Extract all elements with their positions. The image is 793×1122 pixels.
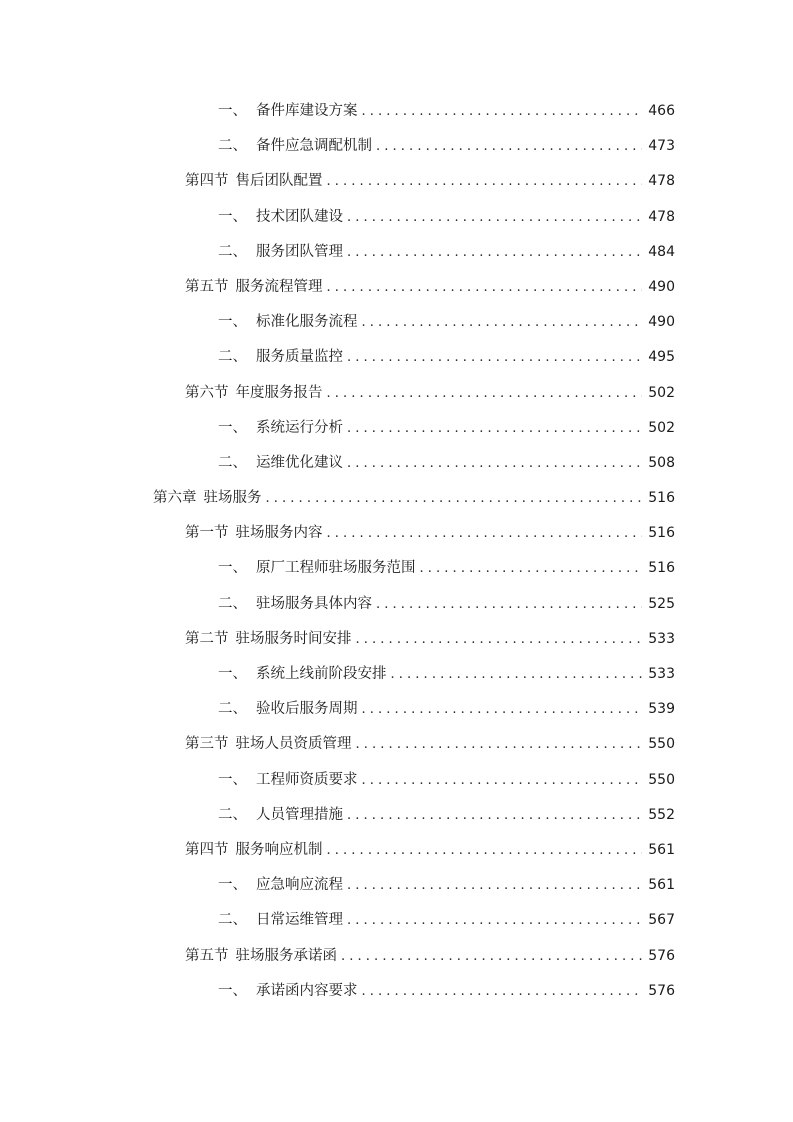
dot-leader: [327, 516, 643, 551]
toc-entry-number: 二、: [218, 912, 247, 929]
toc-entry-title: 技术团队建设: [256, 208, 343, 225]
dot-leader: [327, 270, 643, 305]
toc-entry-title: 工程师资质要求: [256, 771, 358, 788]
dot-leader: [341, 939, 642, 974]
toc-entry-page: 539: [648, 701, 675, 718]
toc-entry-number: 二、: [218, 138, 247, 155]
toc-entry-page: 552: [648, 806, 675, 823]
toc-entry[interactable]: [0, 270, 793, 305]
toc-entry-number: 第六节: [185, 384, 229, 401]
dot-leader: [347, 235, 642, 270]
toc-entry-title: 人员管理措施: [256, 806, 343, 823]
toc-entry-number: 二、: [218, 243, 247, 260]
dot-leader: [362, 763, 643, 798]
toc-entry[interactable]: [0, 94, 793, 129]
toc-entry-page: 490: [648, 278, 675, 295]
dot-leader: [362, 305, 643, 340]
toc-entry-page: 478: [648, 208, 675, 225]
toc-entry[interactable]: [0, 516, 793, 551]
toc-entry-number: 一、: [218, 419, 247, 436]
dot-leader: [356, 622, 643, 657]
toc-entry[interactable]: [0, 939, 793, 974]
toc-entry-page: 473: [648, 138, 675, 155]
toc-entry-title: 备件库建设方案: [256, 103, 358, 119]
toc-entry-number: 二、: [218, 701, 247, 718]
toc-entry[interactable]: [0, 551, 793, 586]
toc-entry[interactable]: [0, 622, 793, 657]
toc-entry-page: 502: [648, 419, 675, 436]
dot-leader: [347, 200, 642, 235]
toc-entry[interactable]: [0, 657, 793, 692]
toc-entry[interactable]: [0, 833, 793, 868]
toc-entry-number: 第三节: [185, 736, 229, 753]
toc-entry-title: 系统运行分析: [256, 419, 343, 436]
toc-entry[interactable]: [0, 200, 793, 235]
toc-entry[interactable]: [0, 727, 793, 762]
toc-entry-title: 标准化服务流程: [256, 314, 358, 331]
toc-entry-number: 第六章: [153, 490, 197, 507]
dot-leader: [376, 129, 642, 164]
toc-entry-page: 466: [648, 103, 675, 119]
toc-entry-number: 一、: [218, 771, 247, 788]
toc-entry-title: 日常运维管理: [256, 912, 343, 929]
dot-leader: [266, 481, 643, 516]
toc-entry-page: 478: [648, 173, 675, 190]
toc-entry-title: 年度服务报告: [235, 384, 323, 401]
toc-entry-page: 516: [648, 525, 675, 542]
toc-entry-title: 系统上线前阶段安排: [256, 666, 387, 682]
toc-entry[interactable]: [0, 692, 793, 727]
toc-entry[interactable]: [0, 340, 793, 375]
toc-entry-page: 484: [648, 243, 675, 260]
toc-entry[interactable]: [0, 868, 793, 903]
toc-entry[interactable]: [0, 798, 793, 833]
dot-leader: [362, 974, 643, 1009]
dot-leader: [356, 727, 643, 762]
toc-entry-page: 490: [648, 314, 675, 331]
dot-leader: [327, 164, 643, 199]
toc-entry-title: 售后团队配置: [235, 173, 323, 190]
toc-entry-number: 二、: [218, 454, 247, 471]
toc-entry-page: 516: [648, 490, 675, 507]
toc-entry[interactable]: [0, 376, 793, 411]
toc-entry-number: 二、: [218, 806, 247, 823]
toc-entry-page: 533: [648, 666, 675, 682]
toc-entry-page: 576: [648, 947, 675, 964]
toc-entry-page: 550: [648, 736, 675, 753]
toc-entry-number: 一、: [218, 982, 247, 999]
toc-entry-page: 550: [648, 771, 675, 788]
toc-entry-number: 一、: [218, 103, 247, 119]
toc-entry-title: 备件应急调配机制: [256, 138, 372, 155]
toc-entry-number: 一、: [218, 666, 247, 682]
toc-entry-page: 502: [648, 384, 675, 401]
dot-leader: [420, 551, 643, 586]
toc-entry-title: 驻场服务具体内容: [256, 595, 372, 612]
toc-entry[interactable]: [0, 974, 793, 1009]
toc-entry-number: 一、: [218, 560, 247, 577]
toc-entry-page: 561: [648, 877, 675, 894]
toc-entry-page: 561: [648, 841, 675, 858]
toc-entry-title: 承诺函内容要求: [256, 982, 358, 999]
toc-entry-number: 第四节: [185, 173, 229, 190]
toc-entry[interactable]: [0, 587, 793, 622]
dot-leader: [327, 376, 643, 411]
toc-entry[interactable]: [0, 305, 793, 340]
toc-entry-title: 服务质量监控: [256, 349, 343, 366]
toc-entry-title: 运维优化建议: [256, 454, 343, 471]
toc-entry-page: 525: [648, 595, 675, 612]
toc-entry-number: 第五节: [185, 947, 229, 964]
toc-entry[interactable]: [0, 446, 793, 481]
dot-leader: [347, 411, 642, 446]
toc-entry-page: 508: [648, 454, 675, 471]
toc-entry-page: 567: [648, 912, 675, 929]
toc-entry-number: 二、: [218, 595, 247, 612]
toc-entry-page: 576: [648, 982, 675, 999]
toc-entry[interactable]: [0, 235, 793, 270]
dot-leader: [391, 657, 643, 692]
toc-entry[interactable]: [0, 763, 793, 798]
dot-leader: [327, 833, 643, 868]
dot-leader: [347, 903, 642, 938]
toc-entry-title: 驻场服务内容: [235, 525, 323, 542]
table-of-contents: [0, 94, 793, 1009]
toc-entry[interactable]: [0, 903, 793, 938]
toc-entry-title: 服务团队管理: [256, 243, 343, 260]
dot-leader: [347, 798, 642, 833]
dot-leader: [362, 692, 643, 727]
toc-entry-number: 第四节: [185, 841, 229, 858]
toc-entry-title: 驻场服务承诺函: [235, 947, 337, 964]
toc-entry-page: 495: [648, 349, 675, 366]
toc-entry[interactable]: [0, 129, 793, 164]
dot-leader: [347, 446, 642, 481]
dot-leader: [347, 340, 642, 375]
dot-leader: [362, 94, 643, 129]
toc-entry-page: 533: [648, 630, 675, 647]
toc-entry-title: 驻场服务时间安排: [235, 630, 352, 647]
toc-entry-number: 第一节: [185, 525, 229, 542]
toc-entry-number: 二、: [218, 349, 247, 366]
toc-entry-title: 服务流程管理: [235, 278, 323, 295]
toc-entry-number: 一、: [218, 314, 247, 331]
toc-entry[interactable]: [0, 481, 793, 516]
dot-leader: [376, 587, 642, 622]
toc-entry-number: 一、: [218, 208, 247, 225]
toc-entry[interactable]: [0, 411, 793, 446]
toc-entry-title: 驻场服务: [203, 490, 262, 507]
toc-entry-number: 第五节: [185, 278, 229, 295]
toc-entry-number: 一、: [218, 877, 247, 894]
toc-entry-title: 验收后服务周期: [256, 701, 358, 718]
toc-entry-title: 应急响应流程: [256, 877, 343, 894]
toc-entry-number: 第二节: [185, 630, 229, 647]
dot-leader: [347, 868, 642, 903]
toc-entry-title: 原厂工程师驻场服务范围: [256, 560, 416, 577]
toc-entry-title: 驻场人员资质管理: [235, 736, 352, 753]
toc-entry-page: 516: [648, 560, 675, 577]
toc-entry[interactable]: [0, 164, 793, 199]
toc-entry-title: 服务响应机制: [235, 841, 323, 858]
